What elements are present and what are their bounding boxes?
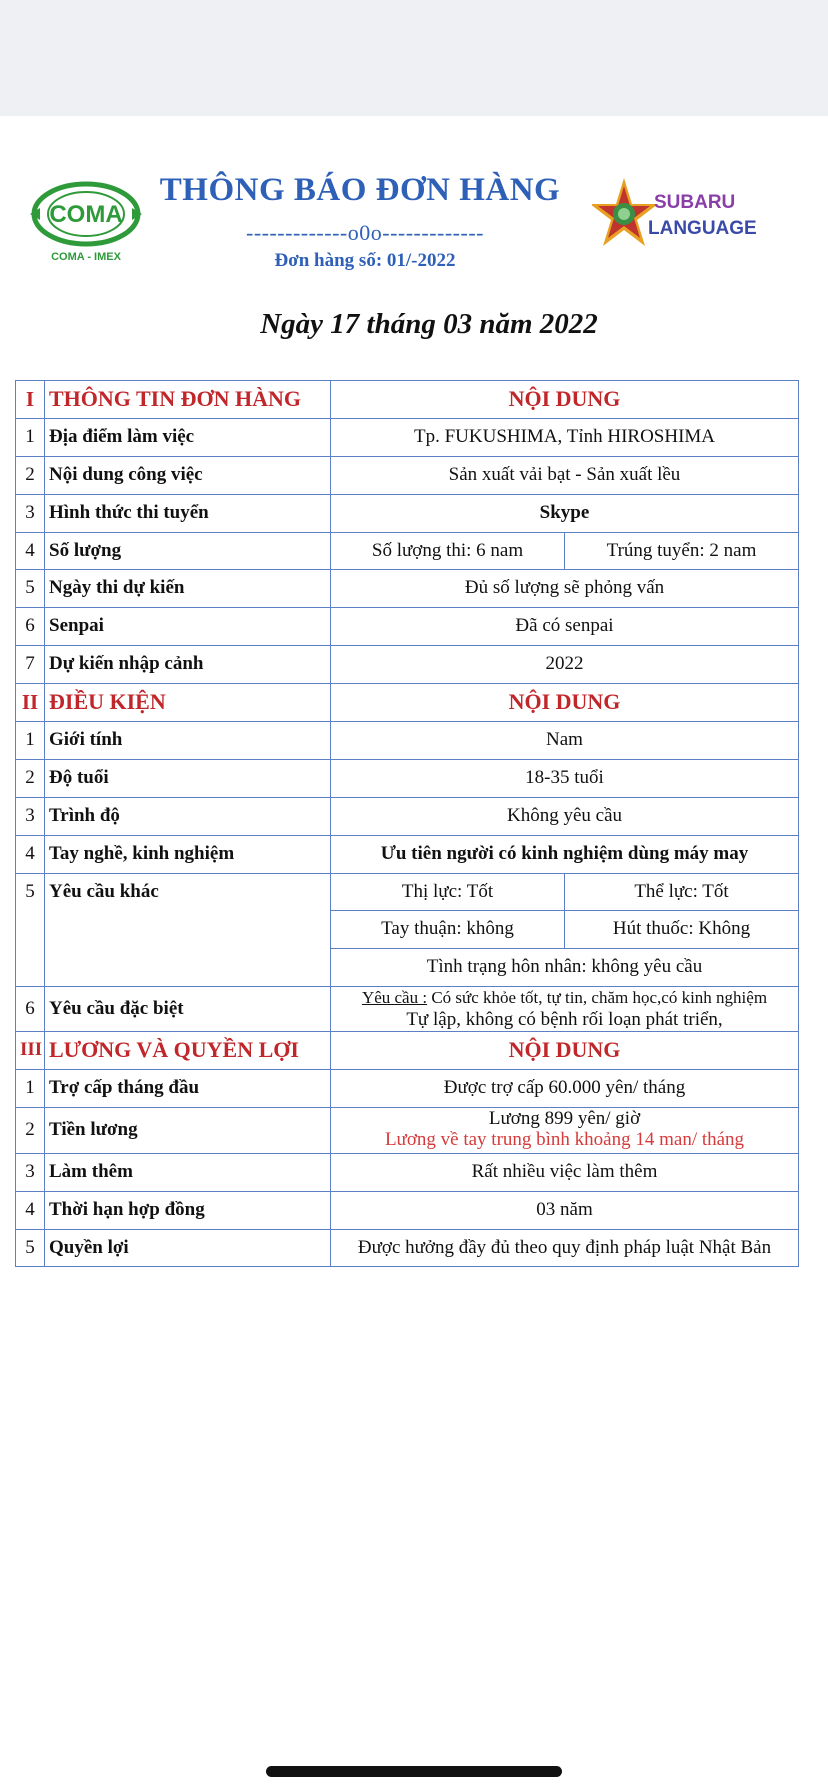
row-label: Trợ cấp tháng đầu xyxy=(45,1069,331,1107)
row-value: Được trợ cấp 60.000 yên/ tháng xyxy=(331,1069,799,1107)
row-label: Ngày thi dự kiến xyxy=(45,570,331,608)
row-value: Được hưởng đầy đủ theo quy định pháp luật Nhật Bản xyxy=(331,1229,799,1267)
row-value: Tp. FUKUSHIMA, Tỉnh HIROSHIMA xyxy=(331,418,799,456)
row-label: Hình thức thi tuyển xyxy=(45,494,331,532)
row-label: Nội dung công việc xyxy=(45,456,331,494)
row-label: Yêu cầu khác xyxy=(45,873,331,987)
row-number: 2 xyxy=(16,1107,45,1153)
row-number: 5 xyxy=(16,1229,45,1267)
table-row xyxy=(16,608,799,646)
row-label: Thời hạn hợp đồng xyxy=(45,1191,331,1229)
row-label: Quyền lợi xyxy=(45,1229,331,1267)
row-number: 1 xyxy=(16,418,45,456)
row-label: Tiền lương xyxy=(45,1107,331,1153)
table-row xyxy=(16,1229,799,1267)
row-value-handedness: Tay thuận: không xyxy=(331,911,565,949)
row-number: 4 xyxy=(16,835,45,873)
row-value-special xyxy=(331,987,799,1032)
table-row xyxy=(16,646,799,684)
table-row xyxy=(16,1107,799,1153)
row-number: 6 xyxy=(16,608,45,646)
row-value-hire-count: Trúng tuyển: 2 nam xyxy=(565,532,799,570)
salary-hourly: Lương 899 yên/ giờ xyxy=(488,1108,641,1130)
table-row xyxy=(16,722,799,760)
order-table xyxy=(15,380,799,1267)
row-label: Senpai xyxy=(45,608,331,646)
row-value-fitness: Thể lực: Tốt xyxy=(565,873,799,911)
row-value-marital: Tình trạng hôn nhân: không yêu cầu xyxy=(331,949,799,987)
row-value: Đủ số lượng sẽ phỏng vấn xyxy=(331,570,799,608)
order-number: Đơn hàng số: 01/-2022 xyxy=(274,250,456,271)
content-header: NỘI DUNG xyxy=(331,1031,799,1069)
table-row xyxy=(16,873,799,911)
section-title: THÔNG TIN ĐƠN HÀNG xyxy=(45,381,331,419)
row-value: Rất nhiều việc làm thêm xyxy=(331,1153,799,1191)
section-header-conditions xyxy=(16,684,799,722)
section-header-order-info xyxy=(16,381,799,419)
svg-text:LANGUAGE: LANGUAGE xyxy=(648,218,757,239)
row-number: 2 xyxy=(16,759,45,797)
row-value-vision: Thị lực: Tốt xyxy=(331,873,565,911)
document-header xyxy=(0,116,828,296)
row-label: Giới tính xyxy=(45,722,331,760)
table-row xyxy=(16,797,799,835)
row-value: Không yêu cầu xyxy=(331,797,799,835)
svg-text:COMA - IMEX: COMA - IMEX xyxy=(51,251,121,263)
special-req-line1: Có sức khỏe tốt, tự tin, chăm học,có kinh nghiệm xyxy=(427,988,768,1008)
special-req-line2: Tự lập, không có bệnh rối loạn phát triển, xyxy=(406,1009,723,1031)
row-value: Nam xyxy=(331,722,799,760)
svg-text:SUBARU: SUBARU xyxy=(654,192,736,213)
section-number: II xyxy=(16,684,45,722)
row-value-exam-count: Số lượng thi: 6 nam xyxy=(331,532,565,570)
salary-monthly-net: Lương về tay trung bình khoảng 14 man/ tháng xyxy=(384,1129,745,1151)
table-row xyxy=(16,1191,799,1229)
table-row xyxy=(16,494,799,532)
table-row xyxy=(16,456,799,494)
row-number: 7 xyxy=(16,646,45,684)
table-row xyxy=(16,532,799,570)
row-value: 18-35 tuổi xyxy=(331,759,799,797)
section-title: ĐIỀU KIỆN xyxy=(45,684,331,722)
row-label: Trình độ xyxy=(45,797,331,835)
title-divider: -------------o0o------------- xyxy=(246,220,484,245)
row-number: 6 xyxy=(16,987,45,1032)
coma-logo xyxy=(26,178,146,268)
row-label: Độ tuổi xyxy=(45,759,331,797)
row-label: Yêu cầu đặc biệt xyxy=(45,987,331,1032)
content-header: NỘI DUNG xyxy=(331,684,799,722)
table-row xyxy=(16,1069,799,1107)
row-number: 5 xyxy=(16,873,45,987)
row-label: Tay nghề, kinh nghiệm xyxy=(45,835,331,873)
svg-text:COMA: COMA xyxy=(49,201,123,228)
document-date: Ngày 17 tháng 03 năm 2022 xyxy=(260,308,598,340)
table-row xyxy=(16,759,799,797)
row-label: Địa điểm làm việc xyxy=(45,418,331,456)
row-value-salary xyxy=(331,1107,799,1153)
row-number: 3 xyxy=(16,1153,45,1191)
section-number: I xyxy=(16,381,45,419)
row-value: Đã có senpai xyxy=(331,608,799,646)
section-header-salary xyxy=(16,1031,799,1069)
row-number: 5 xyxy=(16,570,45,608)
row-label: Số lượng xyxy=(45,532,331,570)
status-bar-area xyxy=(0,0,828,116)
row-number: 1 xyxy=(16,722,45,760)
special-req-prefix: Yêu cầu : xyxy=(361,988,428,1008)
row-label: Làm thêm xyxy=(45,1153,331,1191)
row-number: 1 xyxy=(16,1069,45,1107)
section-number: III xyxy=(16,1031,45,1069)
row-number: 4 xyxy=(16,532,45,570)
row-value: Sản xuất vải bạt - Sản xuất lều xyxy=(331,456,799,494)
subaru-language-logo xyxy=(592,176,762,260)
row-value: Ưu tiên người có kinh nghiệm dùng máy may xyxy=(331,835,799,873)
row-value: 2022 xyxy=(331,646,799,684)
row-value: 03 năm xyxy=(331,1191,799,1229)
table-row xyxy=(16,418,799,456)
row-value-smoking: Hút thuốc: Không xyxy=(565,911,799,949)
table-row xyxy=(16,987,799,1032)
table-row xyxy=(16,835,799,873)
section-title: LƯƠNG VÀ QUYỀN LỢI xyxy=(45,1031,331,1069)
row-number: 2 xyxy=(16,456,45,494)
home-indicator[interactable] xyxy=(266,1766,562,1777)
page-title: THÔNG BÁO ĐƠN HÀNG xyxy=(159,172,561,208)
content-header: NỘI DUNG xyxy=(331,381,799,419)
table-row xyxy=(16,570,799,608)
table-row xyxy=(16,1153,799,1191)
row-number: 3 xyxy=(16,494,45,532)
row-number: 4 xyxy=(16,1191,45,1229)
row-number: 3 xyxy=(16,797,45,835)
row-value: Skype xyxy=(331,494,799,532)
row-label: Dự kiến nhập cảnh xyxy=(45,646,331,684)
